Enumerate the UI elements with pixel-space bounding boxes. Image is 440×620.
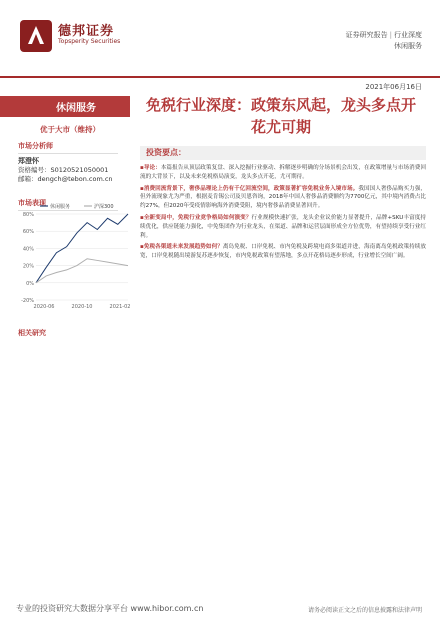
paragraph-text: 本篇报告从顶层政策复盘、深入挖掘行业驱动、拆解逐步明确的分场景机会出发，在政策增量与市场消费回流的大背景下，以及未来免税格局演变，龙头多点开花，尤可期待。 bbox=[140, 165, 426, 180]
analyst-name: 郑澄怀 bbox=[18, 157, 39, 165]
paragraph-text: 行业规模快速扩张，龙头企业议价能力显著提升，品牌+SKU丰富度持续优化，供应链能力强化，中免集团作为行业龙头，在渠道、品牌和运营层面形成全方位优势，有望持续享受行业红利。 bbox=[140, 214, 426, 239]
footer-disclaimer: 请务必阅读正文之后的信息披露和法律声明 bbox=[307, 607, 422, 614]
report-meta: 证券研究报告 | 行业深度 休闲服务 bbox=[345, 31, 422, 50]
y-tick-label: 20% bbox=[22, 263, 34, 270]
legend-label: 休闲服务 bbox=[50, 204, 71, 210]
market-performance-chart bbox=[14, 200, 132, 318]
sector-tag: 休闲服务 bbox=[394, 42, 422, 50]
footer-site[interactable]: www.hibor.com.cn bbox=[130, 604, 204, 613]
page-footer bbox=[0, 595, 440, 620]
report-category: 行业深度 bbox=[394, 31, 422, 39]
y-tick-label: 60% bbox=[22, 229, 34, 236]
rating-label: 优于大市（维持） bbox=[40, 125, 100, 134]
report-title: 免税行业深度：政策东风起，龙头多点开花尤可期 bbox=[145, 96, 416, 136]
body-paragraph bbox=[140, 214, 426, 240]
brand-name-en: Topsperity Securities bbox=[58, 38, 121, 45]
body-paragraph bbox=[140, 243, 426, 261]
x-tick-label: 2021-02 bbox=[109, 304, 131, 310]
body-paragraph bbox=[140, 185, 426, 211]
footer-platform bbox=[16, 603, 203, 614]
x-tick-label: 2020-10 bbox=[71, 304, 93, 310]
analyst-email[interactable]: dengch@tebon.com.cn bbox=[37, 175, 113, 183]
related-research-heading: 相关研究 bbox=[18, 329, 46, 337]
paragraph-text: 离岛免税、口岸免税、市内免税及跨境电商多渠道并进，海南离岛免税政策持续放宽，口岸免税随出境游复苏逐步恢复，市内免税政策有望落地，多点开花格局逐步形成，行业增长空间广阔。 bbox=[140, 244, 426, 260]
report-body bbox=[140, 164, 426, 264]
invest-heading: 投资要点： bbox=[140, 146, 426, 160]
report-header bbox=[0, 0, 440, 72]
paragraph-text: 我国国人奢侈品购买力强，但外流现象尤为严重，根据麦肯锡公司及贝恩咨询，2018年中国人奢侈品消费额约为7700亿元，其中境内消费占比约27%，但2020年受疫情影响海外消费受阻，境内奢侈品消费显著回升。 bbox=[140, 185, 426, 210]
email-label: 邮箱： bbox=[18, 175, 38, 183]
chart-heading: 市场表现 bbox=[18, 198, 118, 211]
report-date: 2021年06月16日 bbox=[365, 83, 422, 91]
y-tick-label: -20% bbox=[21, 298, 34, 304]
analyst-heading: 市场分析师 bbox=[18, 141, 118, 154]
report-type: 证券研究报告 bbox=[345, 31, 388, 39]
footer-platform-text: 专业的投资研究大数据分享平台 bbox=[16, 604, 128, 613]
y-tick-label: 80% bbox=[22, 212, 34, 218]
header-divider bbox=[0, 76, 440, 78]
paragraph-lead: ▪全新变局中，免税行业竞争格局如何演变？ bbox=[140, 214, 252, 221]
analyst-info bbox=[18, 157, 130, 184]
brand-logo-icon bbox=[18, 18, 54, 54]
x-tick-label: 2020-06 bbox=[33, 304, 55, 310]
y-tick-label: 40% bbox=[22, 246, 34, 253]
sector-label: 休闲服务 bbox=[0, 96, 130, 117]
cert-number: S0120521050001 bbox=[50, 166, 109, 174]
sidebar bbox=[0, 96, 130, 211]
body-paragraph bbox=[140, 164, 426, 182]
legend-label: 沪深300 bbox=[94, 204, 114, 210]
paragraph-lead: ▪导论： bbox=[140, 165, 161, 171]
cert-label: 资格编号： bbox=[18, 166, 51, 174]
paragraph-lead: ▪免税各渠道未来发展趋势如何？ bbox=[140, 244, 223, 251]
paragraph-lead: ▪消费回流背景下，奢侈品理论上仍有千亿回流空间，政策显著扩容免税业务入境市场。 bbox=[140, 185, 359, 192]
y-tick-label: 0% bbox=[26, 280, 34, 287]
brand-name: 德邦证券 bbox=[58, 24, 115, 39]
